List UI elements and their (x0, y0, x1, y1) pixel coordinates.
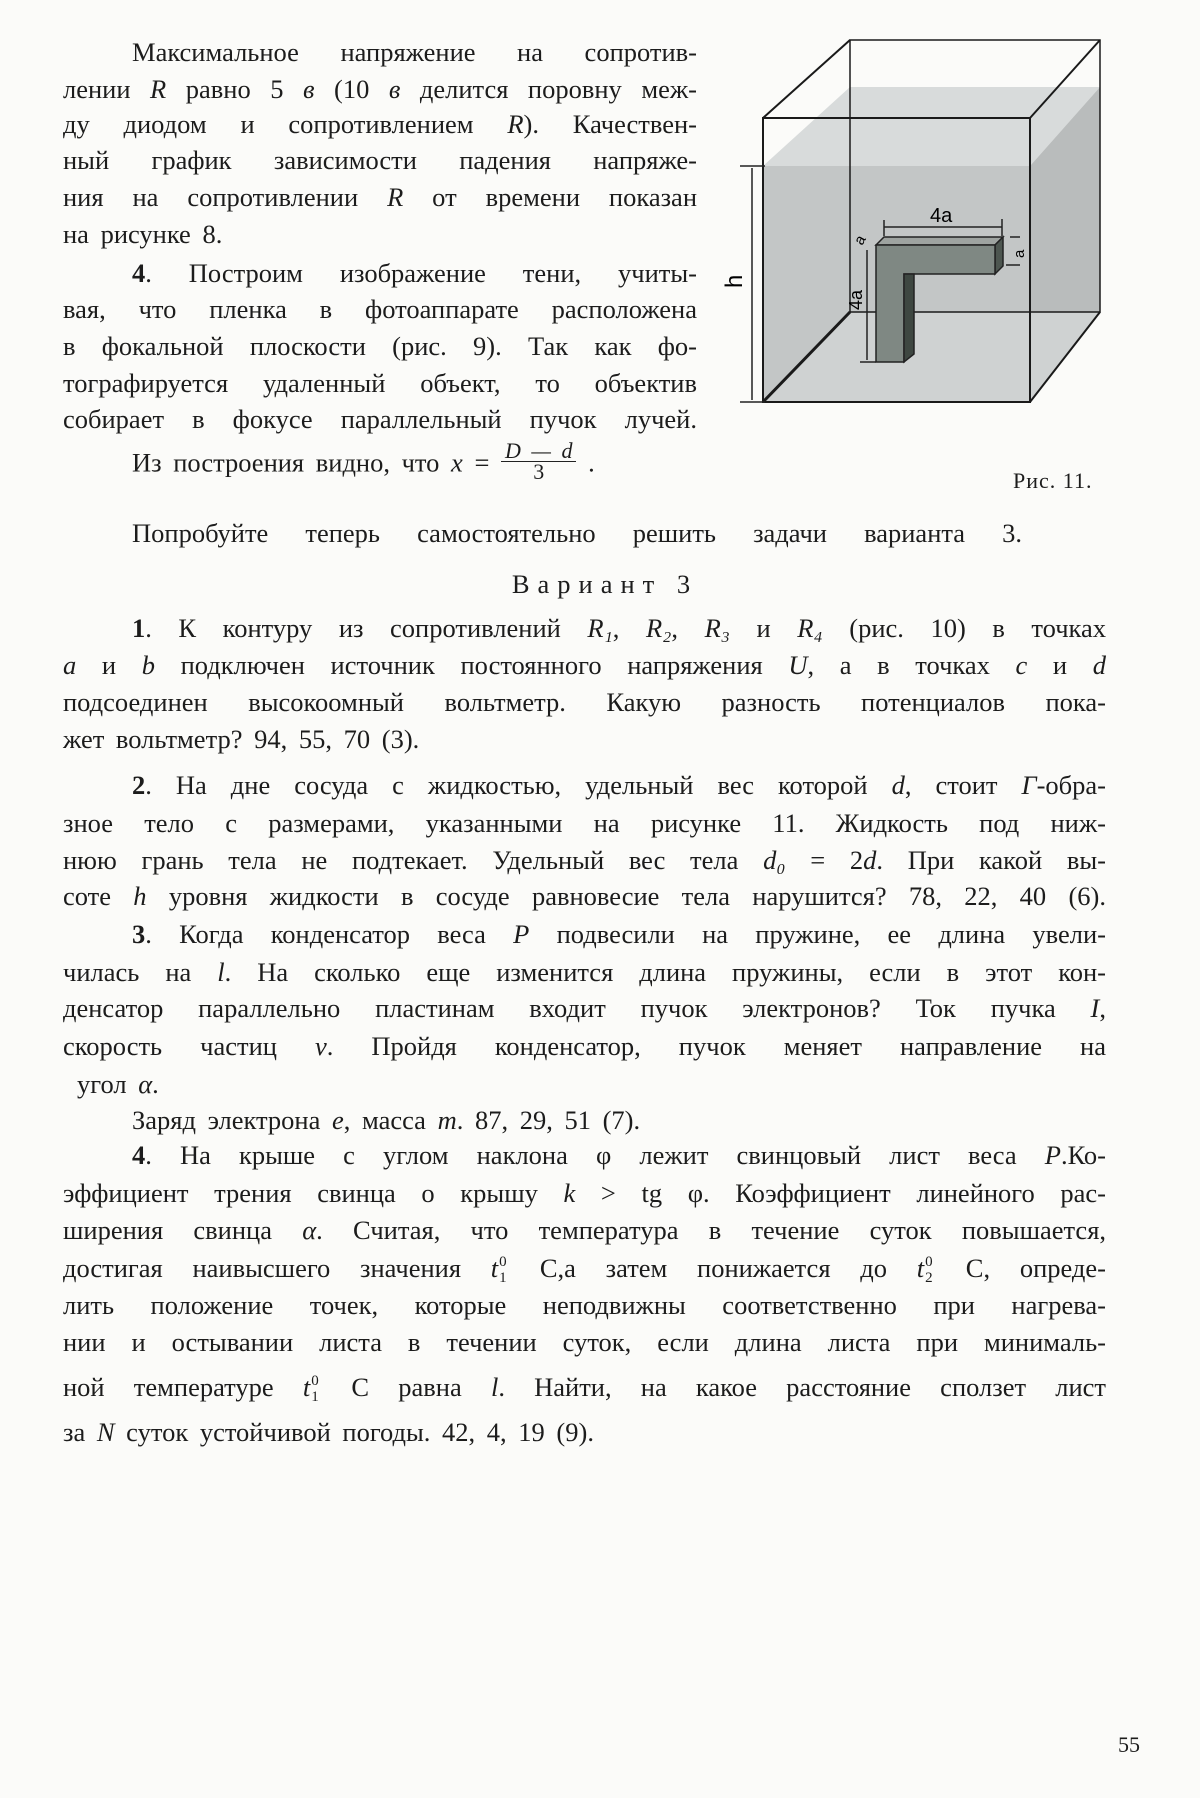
text-run: -обра- (1036, 770, 1106, 800)
math-variable: x (451, 447, 463, 478)
math-variable: t (916, 1253, 925, 1283)
math-variable: d (863, 845, 877, 875)
math-variable: R₁ (587, 613, 613, 643)
text-run: , масса (343, 1105, 438, 1135)
subscript: 1 (311, 1388, 319, 1405)
text-line (132, 438, 697, 484)
text-line (63, 955, 1106, 989)
math-variable: в (388, 74, 401, 104)
label-depth: a (850, 232, 870, 248)
text-run: > tg φ. Коэффициент линейного рас- (575, 1178, 1106, 1208)
text-run: собирает в фокусе параллельный пучок лучей. (63, 404, 697, 434)
text-line (63, 879, 1106, 913)
text-run: достигая наивысшего значения (63, 1253, 491, 1283)
text-run: , а в точках (807, 650, 1016, 680)
text-run: . (576, 447, 595, 478)
text-run: жет вольтметр? 94, 55, 70 (3). (63, 724, 420, 754)
problem-number: 4 (132, 1140, 146, 1170)
math-variable: d (891, 770, 905, 800)
text-run: чилась на (63, 957, 218, 987)
math-variable: R (150, 74, 167, 104)
text-run: ). Качествен- (523, 109, 697, 139)
text-run: и (1027, 650, 1093, 680)
text-run: ния на сопротивлении (63, 182, 388, 212)
label-h: h (721, 274, 748, 288)
figure-caption: Рис. 11. (1013, 468, 1093, 493)
math-variable: R (507, 109, 524, 139)
text-line (132, 256, 697, 290)
label-side-length: 4a (846, 289, 866, 310)
text-run: (рис. 10) в точках (822, 613, 1107, 643)
text-line (63, 1029, 1106, 1063)
text-line (132, 1138, 1106, 1172)
text-run: . На крыше с углом наклона φ лежит свинцовый лист веса (145, 1140, 1045, 1170)
math-variable: t (490, 1253, 499, 1283)
text-line (63, 1213, 1106, 1247)
text-line (63, 366, 697, 400)
text-run: угол (77, 1069, 139, 1099)
text-line (63, 292, 697, 326)
text-line (63, 1176, 1106, 1210)
text-run: .Ко- (1060, 1140, 1106, 1170)
problem-number: 4 (132, 258, 146, 288)
text-run: . 87, 29, 51 (7). (456, 1105, 641, 1135)
math-variable: k (563, 1178, 576, 1208)
text-line (63, 1288, 1106, 1322)
text-line (132, 768, 1106, 802)
text-run: лить положение точек, которые неподвижны соответственно при нагрева- (63, 1290, 1106, 1320)
math-variable: α (302, 1215, 317, 1245)
text-run: нюю грань тела не подтекает. Удельный вес тела (63, 845, 764, 875)
fraction (501, 438, 576, 484)
text-line (132, 1103, 1106, 1137)
text-run: равно 5 (166, 74, 303, 104)
text-run: . При какой вы- (876, 845, 1106, 875)
text-run: ду диодом и сопротивлением (63, 109, 508, 139)
text-run: скорость частиц (63, 1031, 315, 1061)
sup-sub (498, 1253, 510, 1286)
text-run: Заряд электрона (132, 1105, 332, 1135)
text-line (63, 1325, 1106, 1359)
superscript: 0 (925, 1253, 933, 1270)
text-line (63, 1415, 1106, 1449)
text-run: нии и остывании листа в течении суток, если длина листа при минималь- (63, 1327, 1106, 1357)
text-run: зное тело с размерами, указанными на рисунке 11. Жидкость под ниж- (63, 808, 1106, 838)
subscript: 1 (499, 1269, 507, 1286)
text-run: вая, что пленка в фотоаппарате расположена (63, 294, 697, 324)
text-line (77, 1067, 1106, 1101)
text-run: эффициент трения свинца о крышу (63, 1178, 564, 1208)
math-variable: в (303, 74, 315, 104)
text-run: . Пройдя конденсатор, пучок меняет направление на (326, 1031, 1106, 1061)
text-line (470, 567, 740, 601)
text-line (132, 516, 1022, 550)
text-run: . Считая, что температура в течение суток повышается, (316, 1215, 1107, 1245)
math-variable: P (513, 919, 530, 949)
math-variable: R₂ (645, 613, 672, 643)
text-line (63, 329, 697, 363)
math-variable: I (1090, 993, 1100, 1023)
text-line (63, 991, 1106, 1025)
text-run: (10 (314, 74, 389, 104)
text-line (63, 1251, 1106, 1285)
text-run: , (1099, 993, 1106, 1023)
math-variable: R (387, 182, 404, 212)
text-line (63, 806, 1106, 840)
math-variable: R₃ (704, 613, 730, 643)
text-run: . Построим изображение тени, учиты- (145, 258, 697, 288)
text-line (63, 685, 1106, 719)
text-run: С равна (322, 1372, 491, 1402)
text-run: ный график зависимости падения напряже- (63, 145, 697, 175)
text-run: и (729, 613, 798, 643)
problem-number: 1 (132, 613, 146, 643)
math-variable: a (63, 650, 77, 680)
text-run: С, опреде- (936, 1253, 1106, 1283)
math-variable: d (1092, 650, 1106, 680)
text-run: Вариант 3 (511, 569, 699, 599)
math-variable: N (96, 1417, 115, 1447)
text-run: С,а затем понижается до (510, 1253, 917, 1283)
math-variable: d₀ (763, 845, 786, 875)
math-variable: m (437, 1105, 457, 1135)
text-run: соте (63, 881, 134, 911)
text-run: подключен источник постоянного напряжения (154, 650, 789, 680)
text-run: делится поровну меж- (400, 74, 697, 104)
text-line (63, 72, 697, 106)
text-run: в фокальной плоскости (рис. 9). Так как фо- (63, 331, 697, 361)
math-variable: l (217, 957, 225, 987)
text-run: Максимальное напряжение на сопротив- (132, 37, 697, 67)
text-run: , (612, 613, 646, 643)
text-run: и (76, 650, 142, 680)
text-run: , (671, 613, 705, 643)
text-line (132, 611, 1106, 645)
sup-sub (310, 1372, 322, 1405)
label-top-length: 4a (930, 205, 953, 227)
text-run: ной температуре (63, 1372, 303, 1402)
text-run: на рисунке 8. (63, 219, 223, 249)
text-run: ширения свинца (63, 1215, 303, 1245)
math-variable: h (133, 881, 147, 911)
text-run: . На дне сосуда с жидкостью, удельный вес которой (145, 770, 892, 800)
text-run: Попробуйте теперь самостоятельно решить задачи варианта 3. (132, 518, 1022, 548)
math-variable: b (141, 650, 155, 680)
text-run: . Когда конденсатор веса (145, 919, 514, 949)
text-line (63, 843, 1106, 877)
text-line (132, 35, 697, 69)
text-line (63, 143, 697, 177)
page-number: 55 (1118, 1732, 1140, 1757)
problem-number: 2 (132, 770, 146, 800)
text-run: от времени показан (403, 182, 697, 212)
sup-sub (924, 1253, 936, 1286)
text-run: . (152, 1069, 159, 1099)
fraction-numerator: D — d (501, 441, 576, 462)
text-line (63, 722, 1106, 756)
text-run: тографируется удаленный объект, то объектив (63, 368, 697, 398)
text-line (63, 107, 697, 141)
text-line (63, 180, 697, 214)
text-run: . На сколько еще изменится длина пружины, если в этот кон- (224, 957, 1106, 987)
superscript: 0 (499, 1253, 507, 1270)
text-run: денсатор параллельно пластинам входит пучок электронов? Ток пучка (63, 993, 1091, 1023)
text-run: уровня жидкости в сосуде равновесие тела нарушится? 78, 22, 40 (6). (146, 881, 1106, 911)
math-variable: P (1044, 1140, 1061, 1170)
superscript: 0 (311, 1372, 319, 1389)
text-line (63, 1370, 1106, 1404)
fraction-denominator: 3 (533, 459, 545, 484)
text-run: лении (63, 74, 151, 104)
problem-number: 3 (132, 919, 146, 949)
text-run: . К контуру из сопротивлений (145, 613, 588, 643)
text-run: суток устойчивой погоды. 42, 4, 19 (9). (114, 1417, 594, 1447)
math-variable: Г (1021, 770, 1037, 800)
subscript: 2 (925, 1269, 933, 1286)
text-line (63, 648, 1106, 682)
text-line (132, 917, 1106, 951)
math-variable: α (138, 1069, 153, 1099)
text-run: подсоединен высокоомный вольтметр. Какую разность потенциалов пока- (63, 687, 1106, 717)
math-variable: c (1015, 650, 1028, 680)
math-variable: t (302, 1372, 311, 1402)
label-thickness: a (1011, 249, 1028, 258)
text-run: Из построения видно, что (132, 447, 452, 478)
text-run: = (462, 447, 502, 478)
text-run: = 2 (785, 845, 864, 875)
text-run: . Найти, на какое расстояние сползет лист (498, 1372, 1106, 1402)
math-variable: l (490, 1372, 499, 1402)
math-variable: e (331, 1105, 344, 1135)
text-line (63, 217, 697, 251)
math-variable: U (788, 650, 808, 680)
math-variable: v (314, 1031, 327, 1061)
text-run: подвесили на пружине, ее длина увели- (529, 919, 1106, 949)
text-line (63, 402, 697, 436)
text-run: за (63, 1417, 97, 1447)
text-run: , стоит (904, 770, 1022, 800)
math-variable: R₄ (797, 613, 823, 643)
